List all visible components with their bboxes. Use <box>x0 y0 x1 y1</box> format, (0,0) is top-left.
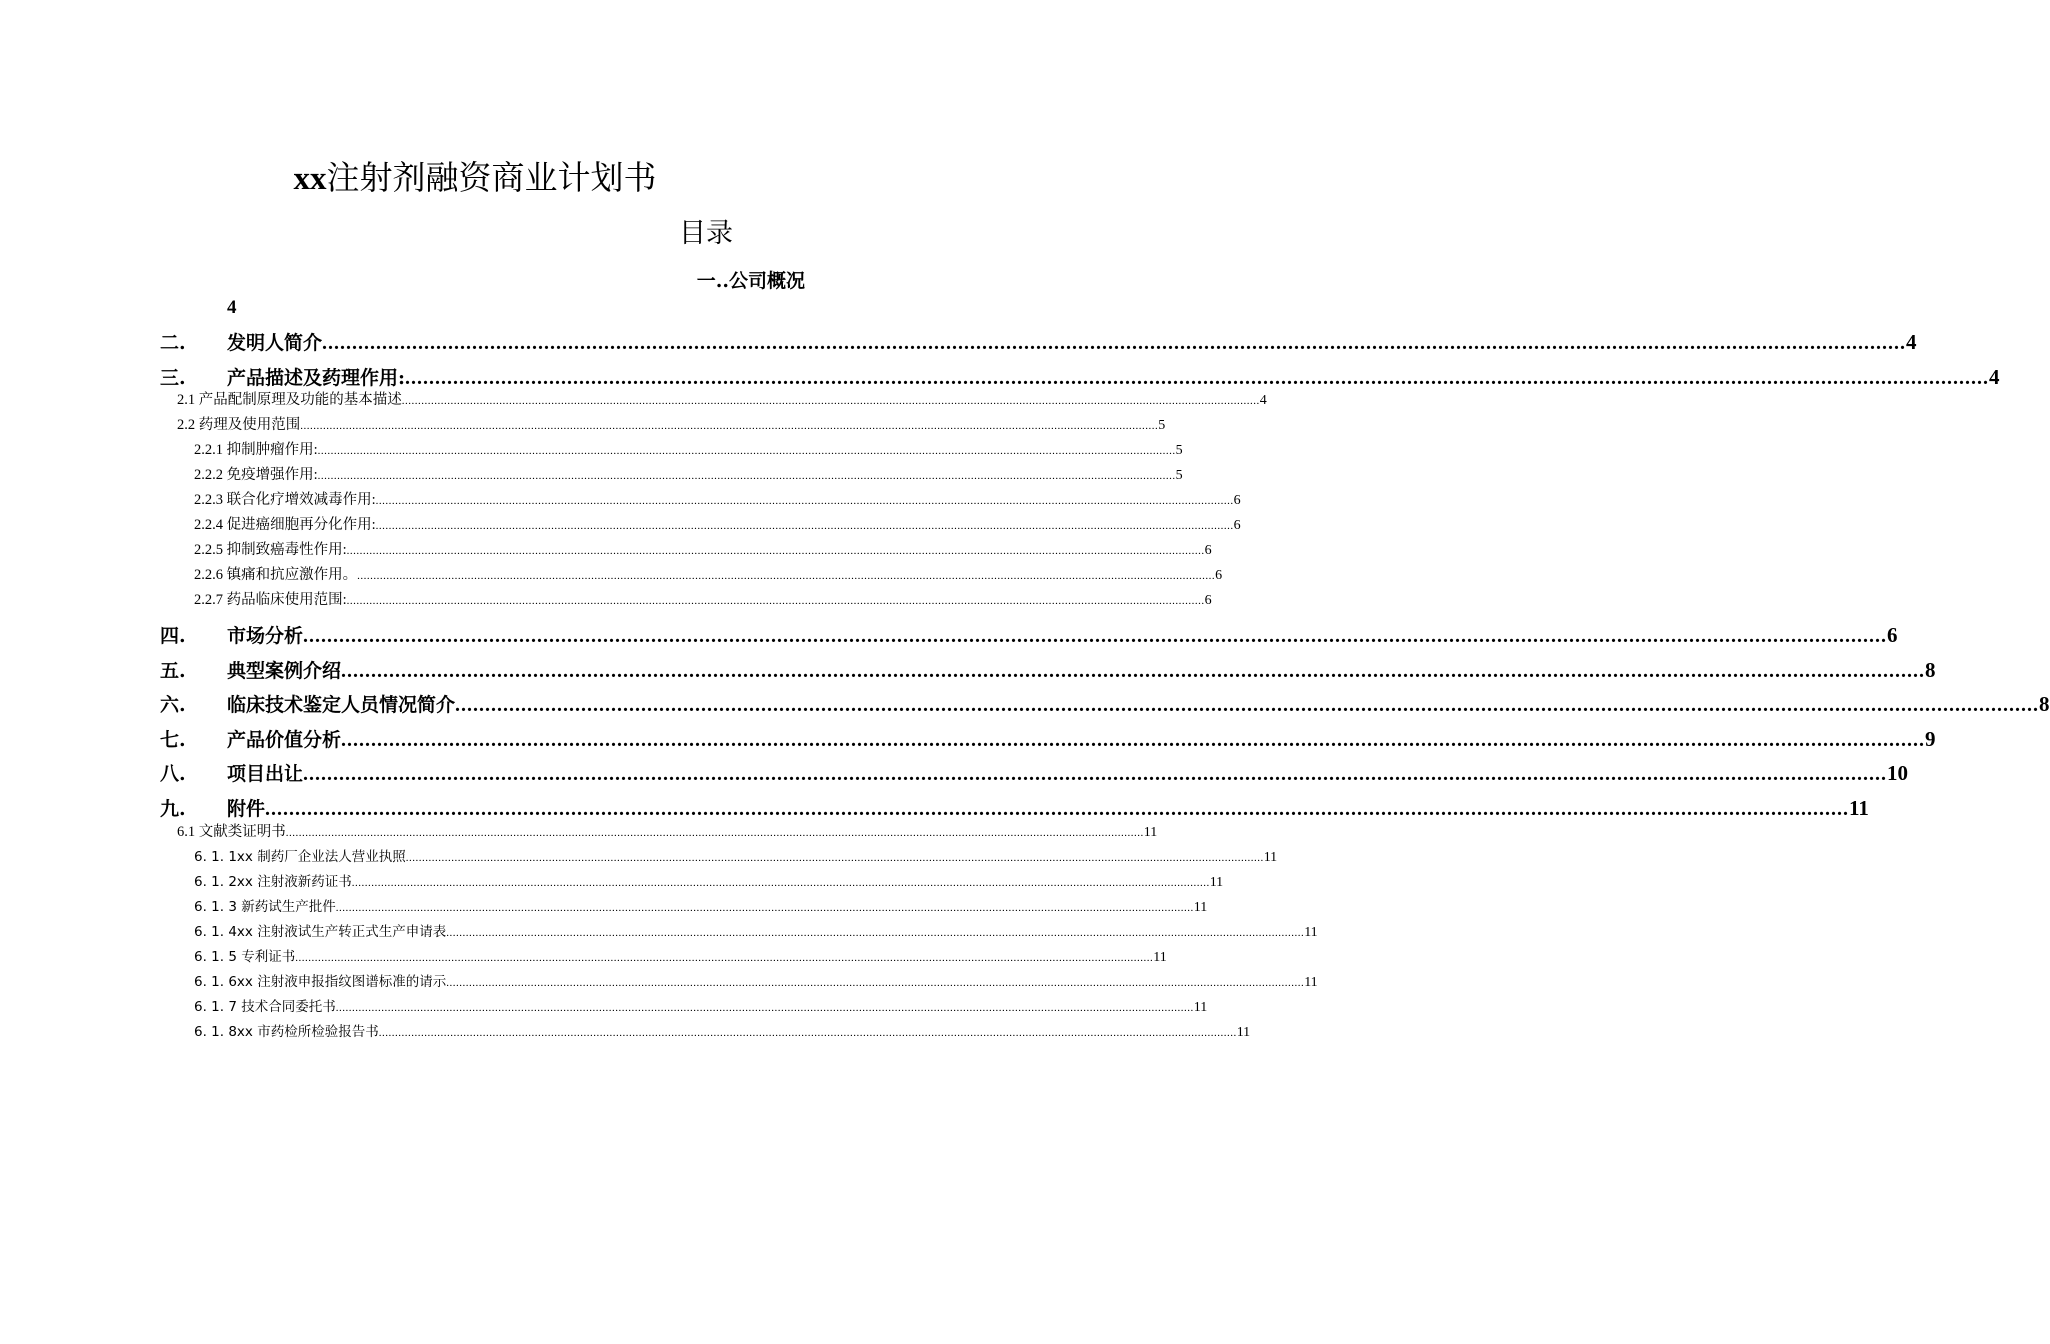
toc-entry-2-2-4[interactable] <box>194 514 1241 537</box>
toc-entry-label: 2.2 药理及使用范围 <box>177 417 301 433</box>
toc-entry-number: 二. <box>160 332 186 354</box>
toc-entry-5[interactable] <box>160 655 1936 686</box>
toc-dot-leader: ........................................................................................................................................................................................................................................................................ <box>346 595 1205 607</box>
toc-dot-leader: ........................................................................................................................................................................................................................................................................ <box>446 977 1305 989</box>
toc-entry-label: 6. 1. 2xx 注射液新药证书 <box>194 874 352 890</box>
toc-dot-leader: ........................................................................................................................................................................................................................................................................ <box>265 798 1850 820</box>
toc-entry-label: 6. 1. 4xx 注射液试生产转正式生产申请表 <box>194 924 447 940</box>
toc-entry-6-1-5[interactable] <box>194 946 1167 969</box>
toc-dot-leader: ........................................................................................................................................................................................................................................................................ <box>405 852 1264 864</box>
toc-page-number: 11 <box>1193 1000 1208 1015</box>
toc-entry-label: 6. 1. 1xx 制药厂企业法人营业执照 <box>194 849 406 865</box>
toc-entry-label: 6.1 文献类证明书 <box>177 824 286 840</box>
toc-entry-number: 七. <box>160 729 186 751</box>
toc-dot-leader: ........................................................................................................................................................................................................................................................................ <box>401 395 1260 407</box>
toc-entry-label: 2.2.7 药品临床使用范围: <box>194 592 347 608</box>
toc-entry-label: 典型案例介绍 <box>227 660 342 682</box>
toc-dot-leader: ........................................................................................................................................................................................................................................................................ <box>405 367 1990 389</box>
toc-page-number: 5 <box>1175 443 1183 458</box>
toc-entry-7[interactable] <box>160 724 1936 755</box>
toc-page-number: 6 <box>1204 543 1212 558</box>
toc-page-number: 4 <box>1259 393 1267 408</box>
toc-entry-2-2[interactable] <box>177 414 1166 437</box>
toc-entry-label: 6. 1. 7 技术合同委托书 <box>194 999 336 1015</box>
toc-page-number: 6 <box>1233 518 1241 533</box>
toc-dot-leader: ........................................................................................................................................................................................................................................................................ <box>446 927 1305 939</box>
toc-page-number: 8 <box>2039 692 2050 716</box>
document-title <box>0 152 950 205</box>
toc-entry-label: 2.2.5 抑制致癌毒性作用: <box>194 542 347 558</box>
toc-dot-leader: ........................................................................................................................................................................................................................................................................ <box>303 625 1888 647</box>
toc-dot-leader: ........................................................................................................................................................................................................................................................................ <box>295 952 1154 964</box>
toc-entry-2-2-6[interactable] <box>194 564 1223 587</box>
toc-entry-label: 6. 1. 6xx 注射液申报指纹图谱标准的请示 <box>194 974 447 990</box>
toc-page-number: 6 <box>1215 568 1223 583</box>
toc-heading: 目录 <box>679 218 733 249</box>
toc-dot-leader: ........................................................................................................................................................................................................................................................................ <box>303 763 1888 785</box>
toc-entry-6-1-1[interactable] <box>194 846 1278 869</box>
toc-entry-2-2-2[interactable] <box>194 464 1183 487</box>
toc-entry-8[interactable] <box>160 758 1909 789</box>
toc-entry-6-1-4[interactable] <box>194 921 1318 944</box>
toc-entry-4[interactable] <box>160 620 1898 651</box>
toc-dot-leader: ........................................................................................................................................................................................................................................................................ <box>322 332 1907 354</box>
toc-dot-leader: ........................................................................................................................................................................................................................................................................ <box>346 545 1205 557</box>
toc-entry-label: 发明人简介 <box>227 332 323 354</box>
toc-dot-leader: ........................................................................................................................................................................................................................................................................ <box>341 729 1926 751</box>
toc-entry-2-2-5[interactable] <box>194 539 1212 562</box>
toc-page-number: 8 <box>1925 658 1936 682</box>
toc-entry-label: 2.1 产品配制原理及功能的基本描述 <box>177 392 402 408</box>
title-main: 注射剂融资商业计划书 <box>326 158 657 197</box>
toc-page-number: 11 <box>1209 875 1224 890</box>
toc-entry-1[interactable] <box>697 266 805 296</box>
toc-dot-leader: ........................................................................................................................................................................................................................................................................ <box>375 495 1234 507</box>
toc-entry-label: 产品价值分析 <box>227 729 342 751</box>
toc-entry-number: 五. <box>160 660 186 682</box>
toc-entry-label: 临床技术鉴定人员情况简介 <box>227 694 456 716</box>
toc-entry-label: 2.2.1 抑制肿瘤作用: <box>194 442 318 458</box>
toc-page-number: 11 <box>1143 825 1158 840</box>
toc-page-number: 11 <box>1263 850 1278 865</box>
toc-entry-label: 2.2.2 免疫增强作用: <box>194 467 318 483</box>
toc-dot-leader: ........................................................................................................................................................................................................................................................................ <box>357 570 1216 582</box>
toc-entry-6-1[interactable] <box>177 821 1158 844</box>
toc-page-number: 9 <box>1925 727 1936 751</box>
toc-entry-number: 九. <box>160 798 186 820</box>
toc-page-number: 5 <box>1175 468 1183 483</box>
toc-entry-label: 附件 <box>227 798 266 820</box>
toc-entry-number: 八. <box>160 763 186 785</box>
toc-entry-6-1-6[interactable] <box>194 971 1318 994</box>
toc-page-number: 11 <box>1304 925 1318 940</box>
toc-page-number: 6 <box>1204 593 1212 608</box>
toc-dot-leader: ........................................................................................................................................................................................................................................................................ <box>341 660 1926 682</box>
toc-page-number: 11 <box>1304 975 1318 990</box>
toc-entry-label: 2.2.6 镇痛和抗应激作用。 <box>194 567 358 583</box>
toc-entry-label: 6. 1. 5 专利证书 <box>194 949 296 965</box>
toc-entry-label: 6. 1. 8xx 市药检所检验报告书 <box>194 1024 379 1040</box>
toc-entry-2[interactable] <box>160 327 1917 358</box>
toc-entry-2-2-1[interactable] <box>194 439 1183 462</box>
toc-entry-label: 公司概况 <box>728 270 805 292</box>
toc-entry-6[interactable] <box>160 689 2050 720</box>
toc-dot-leader: ........................................................................................................................................................................................................................................................................ <box>455 694 2040 716</box>
toc-entry-2-1[interactable] <box>177 389 1267 412</box>
toc-entry-1-page: 4 <box>227 297 237 318</box>
toc-entry-label: 2.2.3 联合化疗增效减毒作用: <box>194 492 376 508</box>
toc-page-number: 11 <box>1849 796 1869 820</box>
toc-entry-label: 产品描述及药理作用: <box>227 367 406 389</box>
toc-dot-leader: ........................................................................................................................................................................................................................................................................ <box>285 827 1144 839</box>
toc-page-number: 6 <box>1233 493 1241 508</box>
toc-dot-leader: ........................................................................................................................................................................................................................................................................ <box>317 445 1176 457</box>
toc-dot-leader: ........................................................................................................................................................................................................................................................................ <box>317 470 1176 482</box>
toc-page-number: 4 <box>1906 330 1917 354</box>
toc-page-number: 4 <box>1989 365 2000 389</box>
toc-entry-6-1-7[interactable] <box>194 996 1208 1019</box>
toc-entry-label: 2.2.4 促进癌细胞再分化作用: <box>194 517 376 533</box>
toc-entry-6-1-3[interactable] <box>194 896 1208 919</box>
toc-entry-label: 6. 1. 3 新药试生产批件 <box>194 899 336 915</box>
toc-page-number: 5 <box>1158 418 1166 433</box>
toc-entry-9[interactable] <box>160 793 1869 824</box>
toc-entry-number: 一.. <box>696 270 729 292</box>
toc-dot-leader: ........................................................................................................................................................................................................................................................................ <box>378 1027 1237 1039</box>
toc-dot-leader: ........................................................................................................................................................................................................................................................................ <box>300 420 1159 432</box>
toc-page-number: 10 <box>1887 761 1909 785</box>
toc-dot-leader: ........................................................................................................................................................................................................................................................................ <box>335 1002 1194 1014</box>
toc-entry-2-2-7[interactable] <box>194 589 1212 612</box>
toc-entry-number: 六. <box>160 694 186 716</box>
toc-entry-2-2-3[interactable] <box>194 489 1241 512</box>
toc-entry-6-1-2[interactable] <box>194 871 1224 894</box>
title-prefix: xx <box>293 161 327 197</box>
toc-entry-6-1-8[interactable] <box>194 1021 1251 1044</box>
toc-page-number: 11 <box>1236 1025 1251 1040</box>
toc-entry-label: 市场分析 <box>227 625 304 647</box>
toc-entry-label: 项目出让 <box>227 763 304 785</box>
toc-entry-number: 三. <box>160 367 186 389</box>
toc-dot-leader: ........................................................................................................................................................................................................................................................................ <box>375 520 1234 532</box>
toc-entry-number: 四. <box>160 625 186 647</box>
toc-page-number: 6 <box>1887 623 1898 647</box>
toc-page-number: 11 <box>1193 900 1208 915</box>
toc-dot-leader: ........................................................................................................................................................................................................................................................................ <box>351 877 1210 889</box>
toc-page-number: 11 <box>1153 950 1167 965</box>
toc-dot-leader: ........................................................................................................................................................................................................................................................................ <box>335 902 1194 914</box>
